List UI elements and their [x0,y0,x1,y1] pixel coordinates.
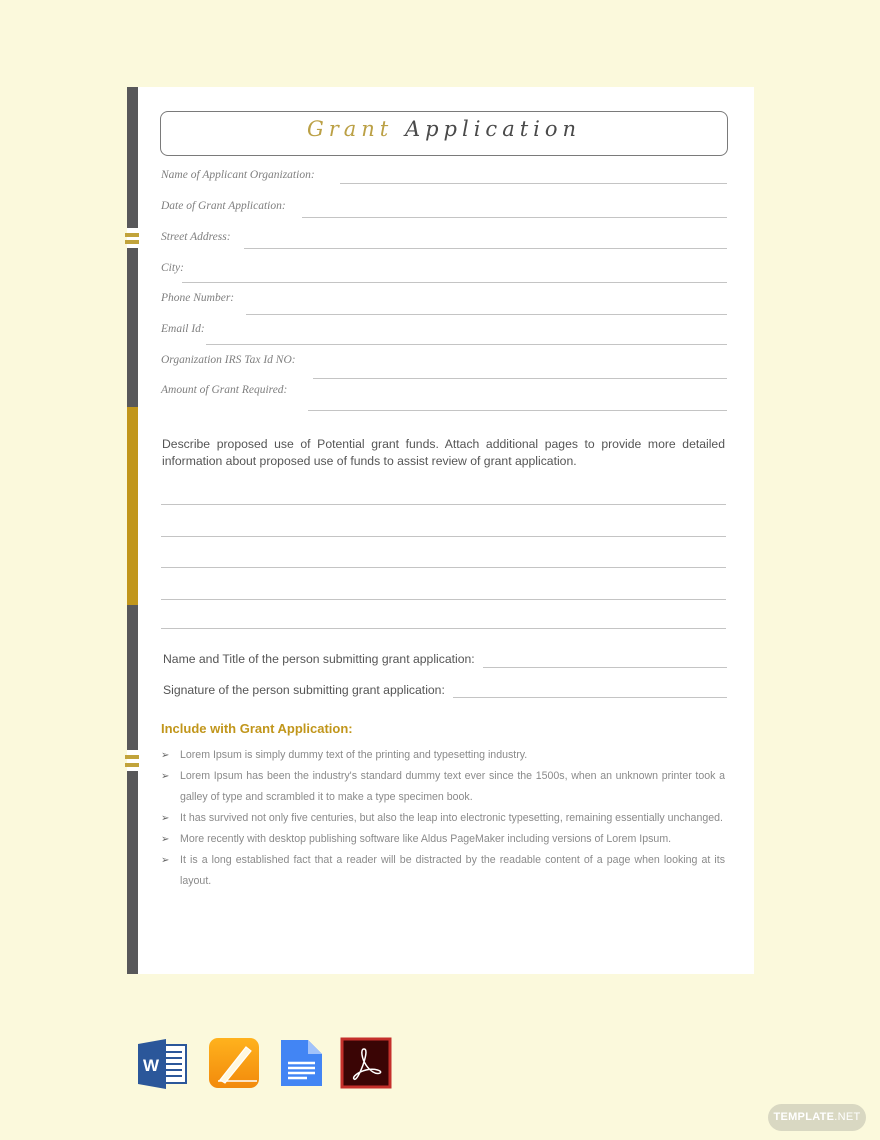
list-item [161,829,725,850]
sidebar-segment [127,87,138,228]
word-icon[interactable] [136,1037,188,1089]
arrow-bullet-icon: ➢ [161,750,170,761]
sidebar-notch [125,233,139,237]
watermark-bold: TEMPLATE [773,1111,835,1123]
list-item-text: Lorem Ipsum is simply dummy text of the printing and typesetting industry. [180,749,528,761]
description-line[interactable] [161,536,726,537]
list-item-text: Lorem Ipsum has been the industry's standard dummy text ever since the 1500s, when an unknown printer took a galley of type and scrambled it to make a type specimen book. [180,770,725,803]
list-item [161,850,725,892]
input-city[interactable] [182,282,727,283]
list-item-text: It has survived not only five centuries, but also the leap into electronic typesetting, remaining essentially unchanged. [180,812,723,824]
field-label-tax-id: Organization IRS Tax Id NO: [161,354,296,366]
google-docs-icon[interactable] [276,1037,328,1089]
sidebar-notch [125,755,139,759]
title-box [160,111,728,156]
sidebar-segment [127,248,138,407]
description-line[interactable] [161,567,726,568]
sidebar-segment-gold [127,407,138,605]
title-rest: Application [404,117,582,141]
include-heading: Include with Grant Application: [161,721,353,736]
watermark-rest: .NET [834,1111,861,1123]
field-label-date: Date of Grant Application: [161,200,286,212]
input-name-title[interactable] [483,667,727,668]
field-label-email: Email Id: [161,323,205,335]
template-net-watermark [768,1104,866,1131]
input-tax-id[interactable] [313,378,727,379]
input-date[interactable] [302,217,727,218]
field-label-city: City: [161,262,184,274]
pages-icon[interactable] [208,1037,260,1089]
sidebar-notch [125,240,139,244]
input-amount[interactable] [308,410,727,411]
input-phone[interactable] [246,314,727,315]
description-instructions: Describe proposed use of Potential grant funds. Attach additional pages to provide more detailed information about proposed use of funds to assist review of grant application. [162,437,725,468]
list-item [161,808,725,829]
title-accent: Grant [306,117,394,141]
description-line[interactable] [161,628,726,629]
list-item [161,745,725,766]
svg-text:W: W [142,1056,160,1075]
input-email[interactable] [206,344,727,345]
field-label-phone: Phone Number: [161,292,235,304]
list-item [161,766,725,808]
sidebar-segment [127,771,138,974]
list-item-text: More recently with desktop publishing software like Aldus PageMaker including versions of Lorem Ipsum. [180,833,672,845]
field-label-organization: Name of Applicant Organization: [161,169,315,181]
input-signature[interactable] [453,697,727,698]
sidebar-segment [127,605,138,750]
description-line[interactable] [161,599,726,600]
include-list [161,745,725,892]
input-street[interactable] [244,248,727,249]
list-item-text: It is a long established fact that a reader will be distracted by the readable content of a page when looking at its layout. [180,854,725,887]
arrow-bullet-icon: ➢ [161,813,170,824]
signature-label: Signature of the person submitting grant application: [163,683,445,697]
sidebar-notch [125,763,139,767]
page-title [161,112,727,146]
arrow-bullet-icon: ➢ [161,834,170,845]
description-line[interactable] [161,504,726,505]
arrow-bullet-icon: ➢ [161,855,170,866]
pdf-icon[interactable] [340,1037,392,1089]
input-organization[interactable] [340,183,727,184]
arrow-bullet-icon: ➢ [161,771,170,782]
name-title-label: Name and Title of the person submitting grant application: [163,652,475,666]
field-label-street: Street Address: [161,231,231,243]
decorative-sidebar [127,87,138,974]
field-label-amount: Amount of Grant Required: [161,384,288,396]
